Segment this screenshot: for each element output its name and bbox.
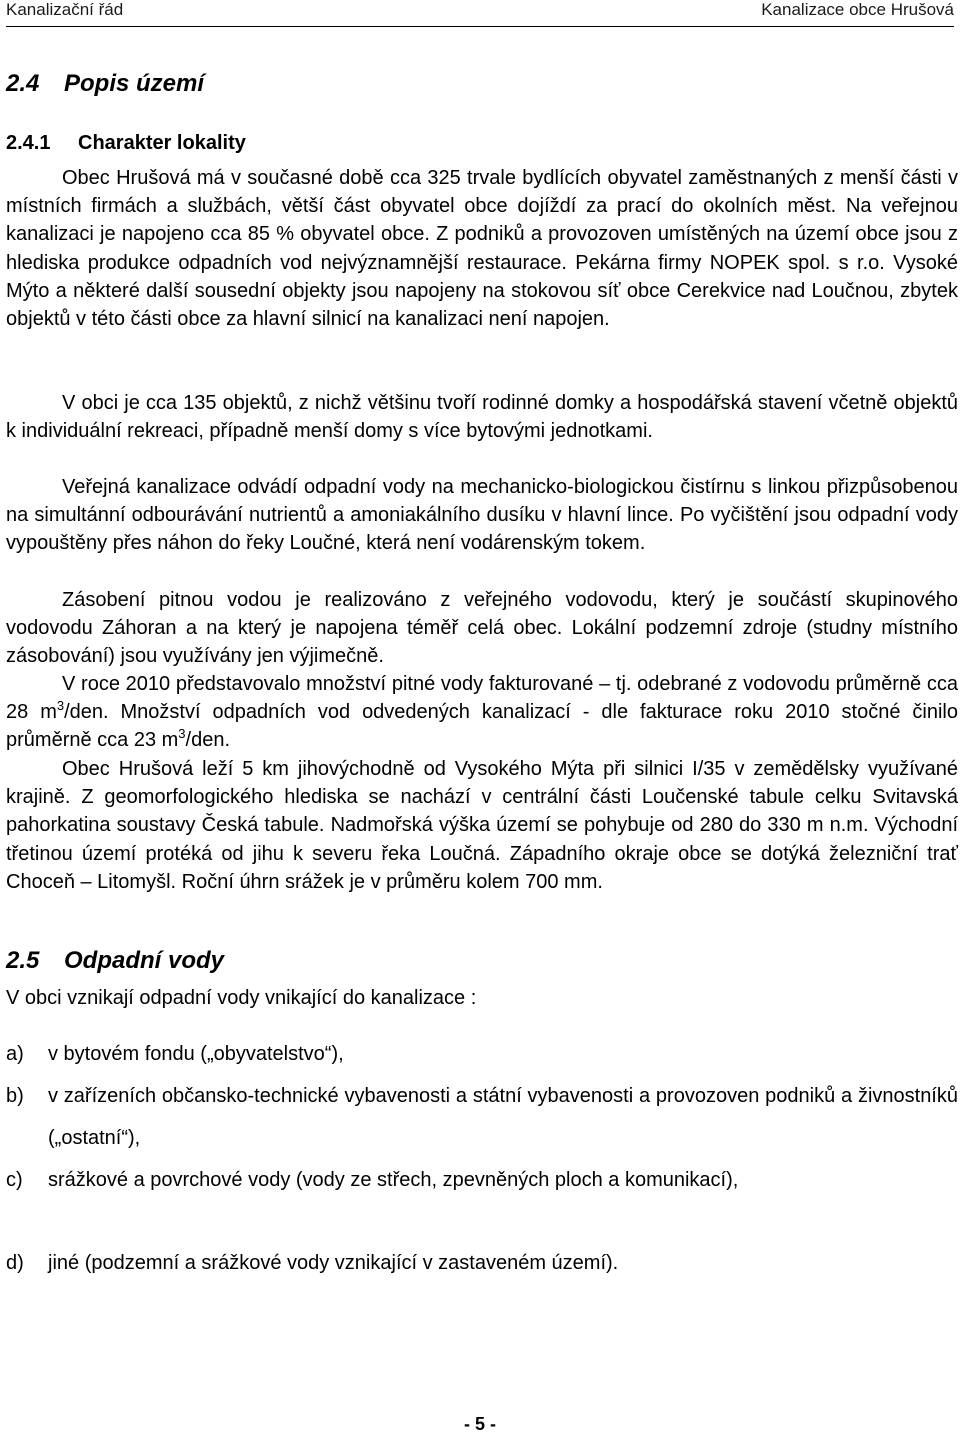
- section-title: Odpadní vody: [64, 947, 225, 974]
- superscript-3: 3: [178, 726, 186, 742]
- paragraph-1: Obec Hrušová má v současné době cca 325 trvale bydlících obyvatel zaměstnaných z menší části v místních firmách a službách, větší část obyvatel obce dojíždí za prací do okolních měst. Na veřejnou kanalizaci je napojeno cca 85 % obyvatel obce. Z podniků a provozoven umístěných na území obce jsou z hlediska produkce odpadních vod nejvýznamnější restaurace. Pekárna firmy NOPEK spol. s r.o. Vysoké Mýto a některé další sousední objekty jsou napojeny na stokovou síť obce Cerekvice nad Loučnou, zbytek objektů v této části obce za hlavní silnicí na kanalizaci není napojen.: [6, 167, 958, 331]
- list-item-label: b): [6, 1085, 24, 1107]
- list-item-label: c): [6, 1169, 23, 1191]
- paragraph-5-part-1: V roce 2010 představovalo množství pitné vody fakturované – tj. odebrané z vodovodu průměrně cca 28 m: [6, 673, 958, 724]
- paragraph-3: Veřejná kanalizace odvádí odpadní vody na mechanicko-biologickou čistírnu s linkou přizpůsobenou na simultánní odbourávání nutrientů a amoniakálního dusíku v hlavní lince. Po vyčištění jsou odpadní vody vypouštěny přes náhon do řeky Loučné, která není vodárenským tokem.: [6, 476, 958, 555]
- paragraph-5: [6, 670, 958, 755]
- page-number: - 5 -: [463, 1414, 496, 1434]
- section-2-5-intro: V obci vznikají odpadní vody vnikající do kanalizace :: [6, 987, 477, 1009]
- subsection-heading-2-4-1: [6, 132, 246, 155]
- section-heading-2-5: [6, 947, 224, 975]
- list-item: [6, 1075, 958, 1159]
- section-title: Popis území: [64, 70, 205, 97]
- paragraph-6: Obec Hrušová leží 5 km jihovýchodně od Vysokého Mýta při silnici I/35 v zemědělsky využívané krajině. Z geomorfologického hlediska se nachází v centrální části Loučenské tabule celku Svitavská pahorkatina soustavy Česká tabule. Nadmořská výška území se pohybuje od 280 do 330 m n.m. Východní třetinou území protéká od jihu k severu řeka Loučná. Západního okraje obce se dotýká železniční trať Choceň – Litomyšl. Roční úhrn srážek je v průměru kolem 700 mm.: [6, 758, 958, 893]
- section-number: 2.5: [6, 947, 40, 974]
- subsection-title: Charakter lokality: [78, 132, 246, 154]
- list-item-text: jiné (podzemní a srážkové vody vznikající v zastaveném území).: [48, 1252, 619, 1274]
- paragraph-5-part-2: /den. Množství odpadních vod odvedených kanalizací - dle fakturace roku 2010 stočné činilo průměrně cca 23 m: [6, 701, 958, 752]
- list-item-text: v zařízeních občansko-technické vybavenosti a státní vybavenosti a provozoven podniků a živnostníků („ostatní“),: [48, 1085, 958, 1149]
- paragraph-5-part-3: /den.: [185, 729, 231, 752]
- section-heading-2-4: [6, 70, 204, 98]
- section-number: 2.4: [6, 70, 40, 97]
- paragraph-2: V obci je cca 135 objektů, z nichž většinu tvoří rodinné domky a hospodářská stavení včetně objektů k individuální rekreaci, případně menší domy s více bytovými jednotkami.: [6, 392, 958, 443]
- page-header: [6, 0, 954, 26]
- header-right-title: Kanalizace obce Hrušová: [761, 0, 954, 19]
- superscript-3: 3: [56, 698, 65, 714]
- list-item: [6, 1033, 958, 1075]
- list-item: [6, 1159, 958, 1201]
- header-divider: [6, 26, 954, 27]
- list-item-label: a): [6, 1043, 24, 1065]
- header-left-title: Kanalizační řád: [6, 0, 124, 19]
- subsection-number: 2.4.1: [6, 132, 51, 154]
- list-item-text: srážkové a povrchové vody (vody ze střech, zpevněných ploch a komunikací),: [48, 1169, 739, 1191]
- list-item-label: d): [6, 1252, 24, 1274]
- list-item-text: v bytovém fondu („obyvatelstvo“),: [48, 1043, 344, 1065]
- list-item: [6, 1242, 958, 1284]
- paragraph-4: Zásobení pitnou vodou je realizováno z veřejného vodovodu, který je součástí skupinového vodovodu Záhoran a na který je napojena téměř celá obec. Lokální podzemní zdroje (studny místního zásobování) jsou využívány jen výjimečně.: [6, 589, 958, 668]
